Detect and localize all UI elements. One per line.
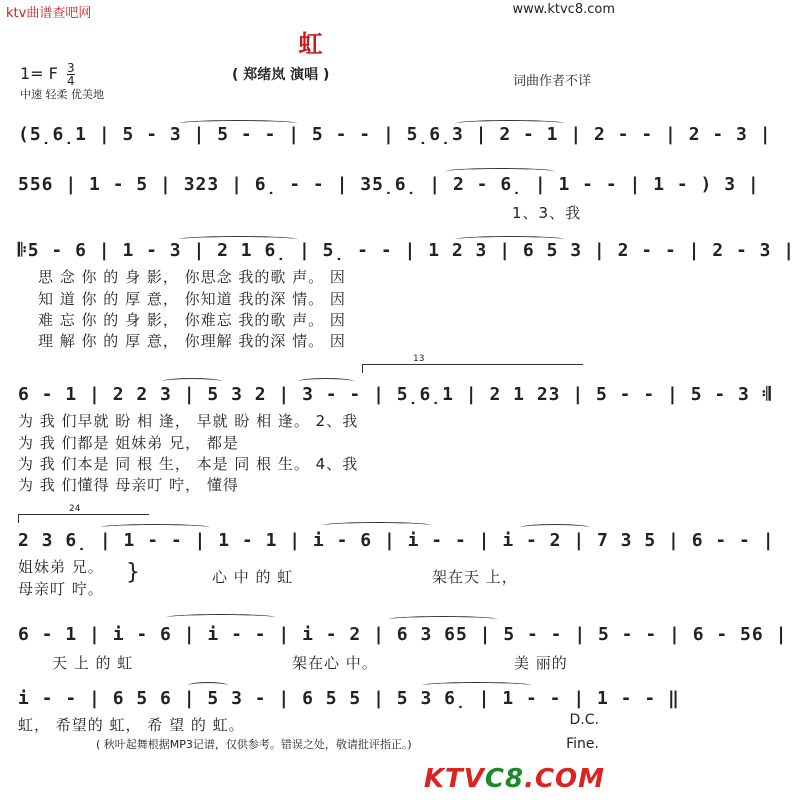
lyric-verse-4: 理 解 你 的 厚 意， 你理解 我的深 情。 因 bbox=[38, 332, 346, 350]
lyric-row-5d: 架在天 上， bbox=[432, 568, 518, 586]
volta-label: 24 bbox=[69, 504, 81, 514]
key-signature bbox=[20, 62, 75, 87]
tie-arc bbox=[388, 616, 498, 623]
brace: } bbox=[126, 560, 140, 585]
tie-arc bbox=[322, 522, 432, 529]
song-title: 虹 bbox=[298, 30, 323, 58]
tie-arc bbox=[455, 120, 565, 127]
tie-arc bbox=[166, 614, 276, 621]
tie-arc bbox=[178, 120, 298, 127]
meter-bottom: 4 bbox=[66, 74, 75, 88]
logo-part-c: .COM bbox=[524, 764, 605, 794]
lyric-row-6c: 美 丽的 bbox=[514, 654, 568, 672]
tie-arc bbox=[445, 168, 555, 175]
score-row-6: 6 - 1 | i - 6 | i - - | i - 2 | 6 3 65 | 5 - - | 5 - - | 6 - 56 | bbox=[18, 624, 788, 645]
score-row-1: (5̣6̣1 | 5 - 3 | 5 - - | 5 - - | 5̣6̣3 | 2 - 1 | 2 - - | 2 - 3 | bbox=[18, 124, 772, 145]
time-signature bbox=[67, 62, 75, 87]
lyric-row-4c: 为 我 们本是 同 根 生， 本是 同 根 生。 4、我 bbox=[18, 455, 359, 473]
score-row-7: i - - | 6 5 6 | 5 3 - | 6 5 5 | 5 3 6̣ | 1 - - | 1 - - ‖ bbox=[18, 688, 680, 709]
author-credit: 词曲作者不详 bbox=[512, 74, 591, 89]
lyric-row-2: 1、3、我 bbox=[512, 204, 582, 222]
tie-arc bbox=[455, 236, 565, 243]
lyric-row-4b: 为 我 们都是 姐妹弟 兄， 都是 bbox=[18, 434, 239, 452]
lyric-row-6b: 架在心 中。 bbox=[292, 654, 378, 672]
volta-label: 13 bbox=[413, 354, 425, 364]
logo-part-a: KTV bbox=[423, 764, 485, 794]
lyric-verse-3: 难 忘 你 的 身 影， 你难忘 我的歌 声。 因 bbox=[38, 311, 346, 329]
lyric-row-5c: 心 中 的 虹 bbox=[212, 568, 294, 586]
tie-arc bbox=[422, 682, 532, 689]
lyric-row-5b: 母亲叮 咛。 bbox=[18, 580, 104, 598]
lyric-row-4d: 为 我 们懂得 母亲叮 咛， 懂得 bbox=[18, 476, 239, 494]
tie-arc bbox=[188, 682, 228, 689]
tie-arc bbox=[162, 378, 222, 385]
volta-bracket bbox=[18, 504, 149, 523]
fine-marking: Fine. bbox=[566, 736, 599, 752]
lyric-row-6a: 天 上 的 虹 bbox=[52, 654, 134, 672]
singer: ( 郑绪岚 演唱 ) bbox=[232, 67, 330, 83]
score-row-4: 6 - 1 | 2 2 3 | 5 3 2 | 3 - - | 5̣6̣1 | 2 1 23 | 5 - - | 5 - 3 𝄇 bbox=[18, 384, 772, 405]
site-url[interactable]: www.ktvc8.com bbox=[512, 2, 615, 17]
volta-bracket bbox=[362, 354, 583, 373]
meter-top: 3 bbox=[66, 61, 75, 75]
site-logo bbox=[424, 764, 605, 794]
dc-marking: D.C. bbox=[569, 712, 599, 728]
lyric-verse-2: 知 道 你 的 厚 意， 你知道 我的深 情。 因 bbox=[38, 290, 346, 308]
score-row-2: 556 | 1 - 5 | 323 | 6̣ - - | 35̣6̣ | 2 - 6̣ | 1 - - | 1 - ) 3 | bbox=[18, 174, 760, 195]
tie-arc bbox=[298, 378, 354, 385]
tempo-marking: 中速 轻柔 优美地 bbox=[20, 88, 104, 101]
score-row-5: 2 3 6̣ | 1 - - | 1 - 1 | i - 6 | i - - | i - 2 | 7 3 5 | 6 - - | bbox=[18, 530, 775, 551]
logo-part-b: C8 bbox=[484, 764, 525, 794]
tie-arc bbox=[178, 236, 298, 243]
footer-note: ( 秋叶起舞根据MP3记谱，仅供参考。错误之处，敬请批评指正。) bbox=[96, 738, 412, 751]
key-label: 1= F bbox=[20, 64, 58, 83]
score-row-3: 𝄆5 - 6 | 1 - 3 | 2 1 6̣ | 5̣ - - | 1 2 3 | 6 5 3 | 2 - - | 2 - 3 | bbox=[18, 240, 795, 261]
tie-arc bbox=[520, 524, 590, 531]
lyric-row-7: 虹， 希望的 虹， 希 望 的 虹。 bbox=[18, 716, 245, 734]
lyric-row-4a: 为 我 们早就 盼 相 逢， 早就 盼 相 逢。 2、我 bbox=[18, 412, 359, 430]
tie-arc bbox=[100, 524, 210, 531]
lyric-row-5a: 姐妹弟 兄。 bbox=[18, 558, 104, 576]
site-name: ktv曲谱查吧网 bbox=[6, 6, 92, 21]
lyric-verse-1: 思 念 你 的 身 影， 你思念 我的歌 声。 因 bbox=[38, 268, 346, 286]
